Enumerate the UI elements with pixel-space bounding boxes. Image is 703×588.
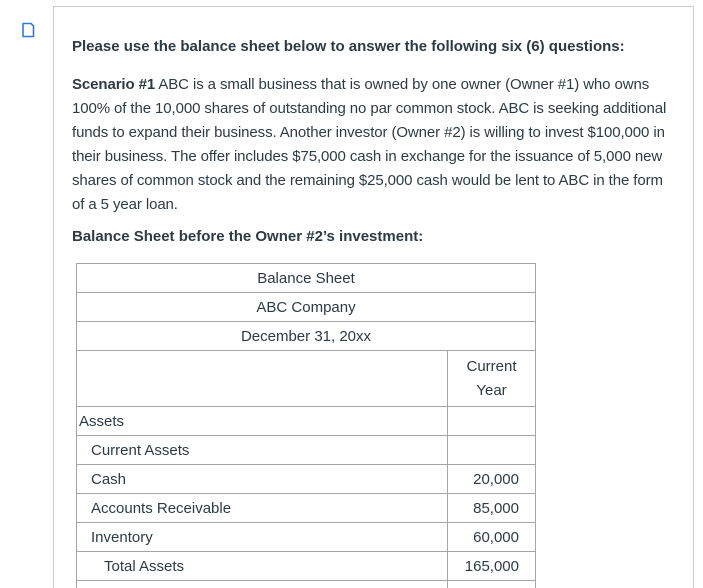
scenario-paragraph [72,73,672,217]
row-value-inventory: 60,000 [448,523,536,552]
table-row [77,436,536,465]
row-label-current-assets: Current Assets [77,436,448,465]
bookmark-icon[interactable] [20,22,36,38]
table-row [77,407,536,436]
table-row [77,351,536,407]
balance-sheet-heading: Balance Sheet before the Owner #2’s investment: [72,228,424,245]
table-row [77,465,536,494]
row-value-accounts-receivable: 85,000 [448,494,536,523]
table-row [77,581,536,588]
scenario-text: ABC is a small business that is owned by one owner (Owner #1) who owns 100% of the 10,000 shares of outstanding no par common stock. ABC is seeking additional funds to expand their business. Another investor (Owner #2) is willing to invest $100,000 in their business. The offer includes $75,000 cash in exchange for the issuance of 5,000 new shares of common stock and the remaining $25,000 cash would be lent to ABC in the form of a 5 year loan. [72,76,667,213]
balance-sheet-table [76,263,536,588]
row-value-total-assets: 165,000 [448,552,536,581]
row-label-total-assets: Total Assets [77,552,448,581]
table-row [77,264,536,293]
question-content [72,36,672,248]
table-row [77,523,536,552]
row-label-assets: Assets [77,407,448,436]
row-label-empty [77,581,448,588]
row-label-accounts-receivable: Accounts Receivable [77,494,448,523]
row-label-cash: Cash [77,465,448,494]
question-intro: Please use the balance sheet below to answer the following six (6) questions: [72,38,625,55]
bs-date: December 31, 20xx [77,322,536,351]
bs-title: Balance Sheet [77,264,536,293]
column-header-line2: Year [476,381,507,399]
scenario-label: Scenario #1 [72,76,156,93]
column-header-line1: Current [466,357,517,375]
row-label-inventory: Inventory [77,523,448,552]
header-label-cell [77,351,448,407]
table-row [77,552,536,581]
table-row [77,494,536,523]
row-value-assets [448,407,536,436]
row-value-empty [448,581,536,588]
row-value-cash: 20,000 [448,465,536,494]
column-header [448,351,536,407]
bs-company: ABC Company [77,293,536,322]
row-value-current-assets [448,436,536,465]
table-row [77,293,536,322]
table-row [77,322,536,351]
